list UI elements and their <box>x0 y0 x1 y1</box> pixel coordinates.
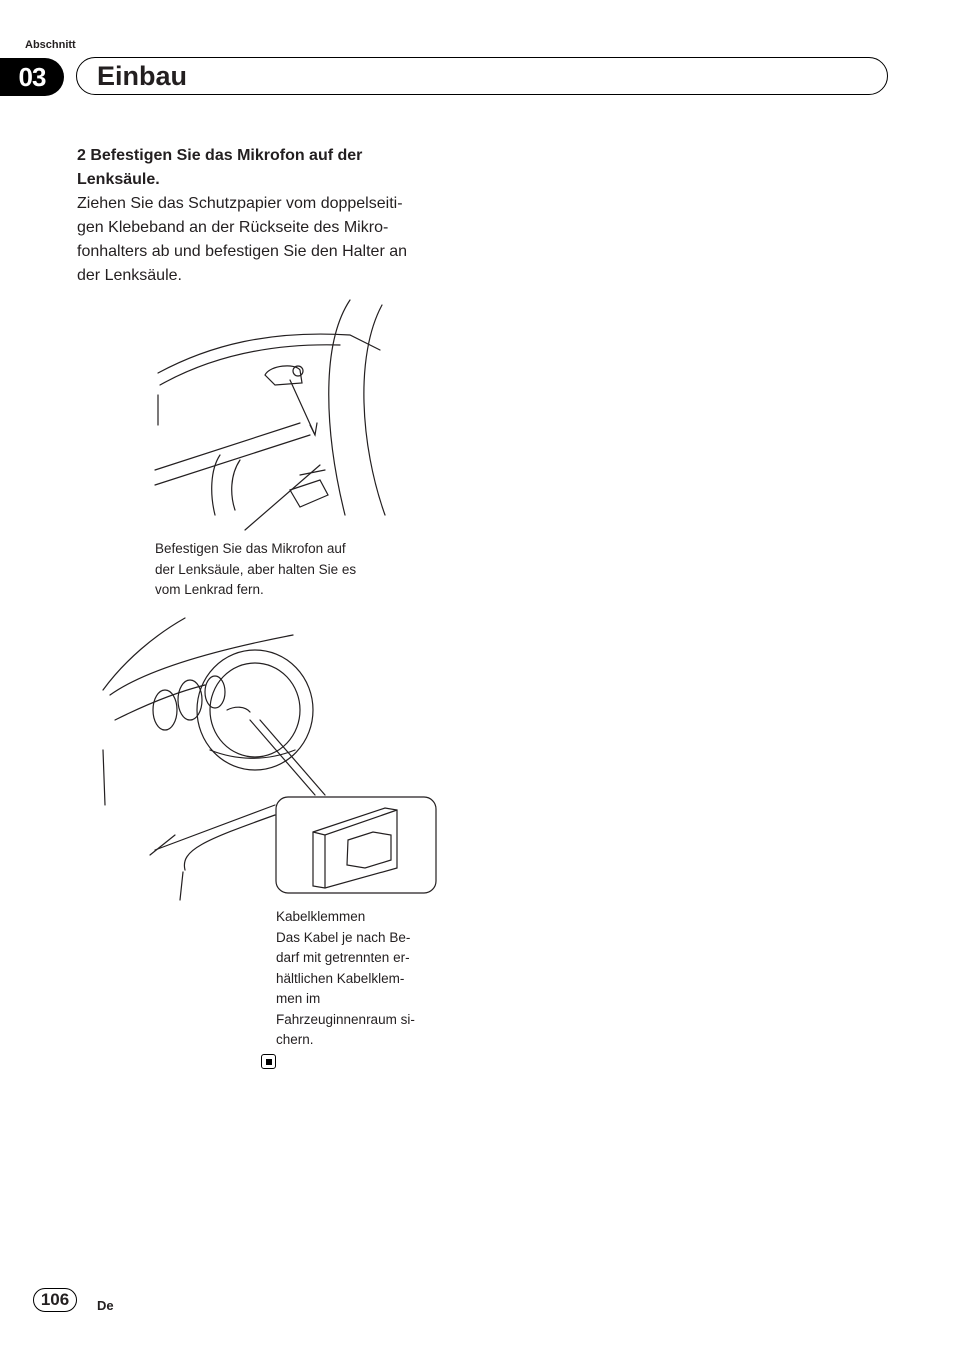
caption-line: Kabelklemmen <box>276 909 366 924</box>
caption-line: Befestigen Sie das Mikrofon auf <box>155 541 346 556</box>
caption-line: darf mit getrennten er- <box>276 950 410 965</box>
body-line: gen Klebeband an der Rückseite des Mikro- <box>77 219 389 236</box>
page-number: 106 <box>33 1288 77 1312</box>
caption-line: der Lenksäule, aber halten Sie es <box>155 561 357 577</box>
caption-line: Fahrzeuginnenraum si- <box>276 1011 415 1027</box>
caption-line: men im <box>276 991 321 1006</box>
end-of-section-icon <box>261 1054 276 1069</box>
dashboard-cable-clamp-illustration <box>95 610 445 905</box>
chapter-title: Einbau <box>97 61 188 91</box>
figure2-caption <box>276 907 415 1051</box>
chapter-title-frame <box>76 57 888 95</box>
step-heading <box>77 144 477 192</box>
body-line: Ziehen Sie das Schutzpapier vom doppelseiti- <box>77 195 403 212</box>
caption-line: chern. <box>276 1032 314 1047</box>
body-line: der Lenksäule. <box>77 267 182 284</box>
caption-line: Das Kabel je nach Be- <box>276 929 411 945</box>
language-code: De <box>97 1298 114 1313</box>
body-line: fonhalters ab und befestigen Sie den Halter an <box>77 243 408 260</box>
step-heading-line: 2 Befestigen Sie das Mikrofon auf der <box>77 147 363 164</box>
section-label: Abschnitt <box>25 39 76 51</box>
figure1-caption <box>155 539 356 601</box>
step-heading-line: Lenksäule. <box>77 171 160 188</box>
caption-line: vom Lenkrad fern. <box>155 582 264 597</box>
steering-column-microphone-illustration <box>150 295 400 535</box>
step-body <box>77 192 477 288</box>
chapter-number-badge: 03 <box>0 58 64 96</box>
caption-line: hältlichen Kabelklem- <box>276 970 405 986</box>
